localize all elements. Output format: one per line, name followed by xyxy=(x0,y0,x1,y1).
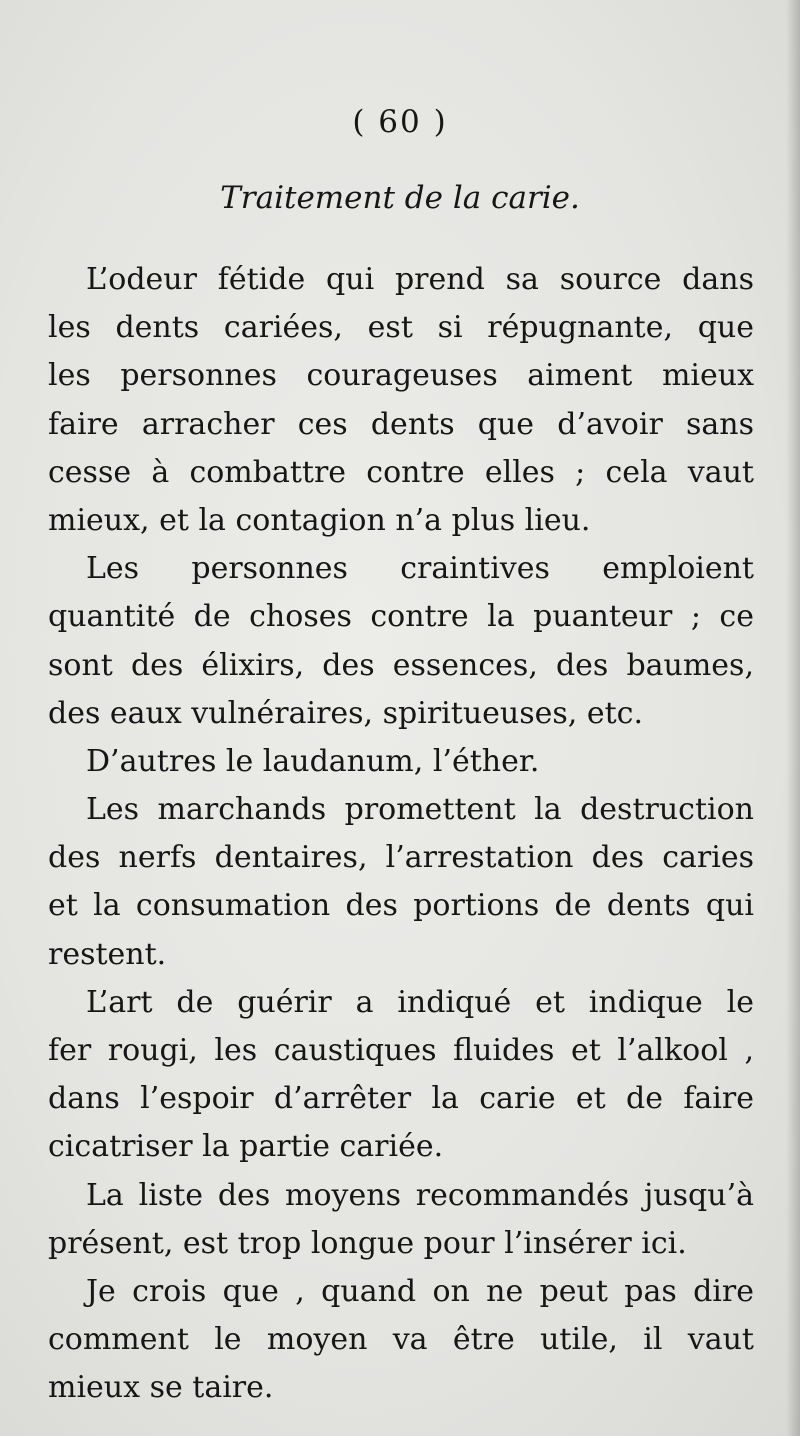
text-line: Les personnes craintives emploient xyxy=(86,551,754,587)
text-line: L’art de guérir a indiqué et indique le xyxy=(86,984,754,1020)
text-line: comment le moyen va être utile, il vaut xyxy=(48,1322,754,1358)
text-line: Je crois que , quand on ne peut pas dire xyxy=(86,1273,754,1309)
text-line: cesse à combattre contre elles ; cela vaut xyxy=(48,454,754,490)
text-line: restent. xyxy=(48,936,167,972)
text-line: La liste des moyens recommandés jusqu’à xyxy=(86,1177,754,1213)
paragraph-2 xyxy=(48,545,754,738)
paragraph-5 xyxy=(48,979,754,1172)
text-line: et la consumation des portions de dents qui xyxy=(48,888,754,924)
text-line: quantité de choses contre la puanteur ; ce xyxy=(48,599,754,635)
paragraph-1 xyxy=(48,256,754,545)
text-line: Les marchands promettent la destruction xyxy=(86,792,754,828)
text-line: D’autres le laudanum, l’éther. xyxy=(86,743,540,779)
text-line: les dents cariées, est si répugnante, que xyxy=(48,310,754,346)
text-line: mieux, et la contagion n’a plus lieu. xyxy=(48,502,591,538)
text-line: dans l’espoir d’arrêter la carie et de faire xyxy=(48,1081,754,1117)
paragraph-7 xyxy=(48,1268,754,1413)
text-line: mieux se taire. xyxy=(48,1370,274,1406)
paragraph-4 xyxy=(48,786,754,979)
section-title: Traitement de la carie. xyxy=(220,180,580,216)
text-line: les personnes courageuses aiment mieux xyxy=(48,358,754,394)
paragraph-3 xyxy=(48,738,754,786)
text-line: fer rougi, les caustiques fluides et l’alkool , xyxy=(48,1033,754,1068)
text-line: des nerfs dentaires, l’arrestation des caries xyxy=(48,840,754,876)
page-number: ( 60 ) xyxy=(352,104,448,140)
text-line: faire arracher ces dents que d’avoir sans xyxy=(48,406,754,442)
text-line: cicatriser la partie cariée. xyxy=(48,1129,444,1165)
text-line: L’odeur fétide qui prend sa source dans xyxy=(86,262,754,297)
body-text xyxy=(48,256,754,1413)
paragraph-6 xyxy=(48,1172,754,1268)
text-line: sont des élixirs, des essences, des baumes, xyxy=(48,647,754,683)
text-line: présent, est trop longue pour l’insérer ici. xyxy=(48,1225,687,1261)
text-line: des eaux vulnéraires, spiritueuses, etc. xyxy=(48,695,643,731)
